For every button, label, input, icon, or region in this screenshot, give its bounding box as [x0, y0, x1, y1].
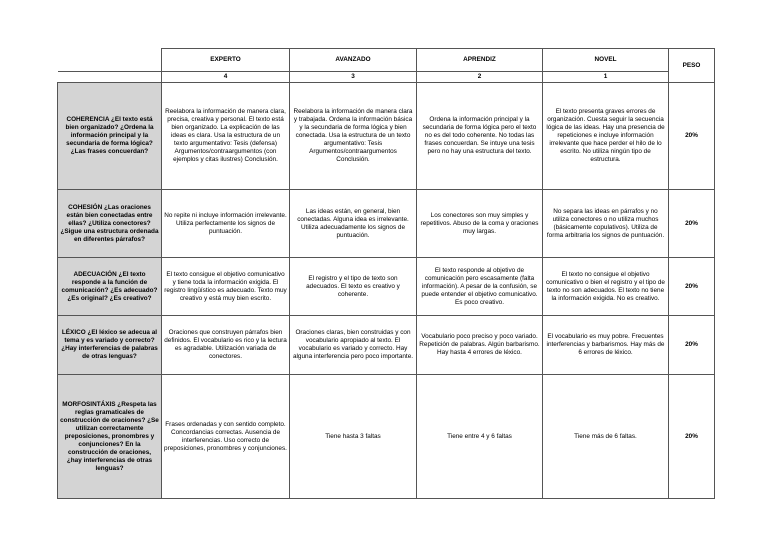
descriptor-cell: Tiene más de 6 faltas.: [543, 375, 669, 499]
level-header-novel: NOVEL: [543, 49, 669, 72]
weight-cell: 20%: [669, 375, 715, 499]
corner-cell: [58, 49, 162, 72]
table-row: [58, 316, 715, 375]
descriptor-cell: El registro y el tipo de texto son adecuados. El texto es creativo y coherente.: [290, 258, 417, 316]
descriptor-cell: El texto consigue el objetivo comunicativo y tiene toda la información exigida. El registro lingüístico es adecuado. Texto muy creativo y está muy bien escrito.: [162, 258, 290, 316]
weight-cell: 20%: [669, 258, 715, 316]
descriptor-cell: Reelabora la información de manera clara y trabajada. Ordena la información básica y la secundaria de forma lógica y bien conectada. Usa la estructura de un texto argumentativo: Tesis Argumentos/contraargumentos Conclusión.: [290, 83, 417, 190]
criterion-adecuacion: ADECUACIÓN ¿El texto responde a la función de comunicación? ¿Es adecuado? ¿Es original? ¿Es creativo?: [58, 258, 162, 316]
corner-cell-2: [58, 72, 162, 83]
weight-cell: 20%: [669, 190, 715, 258]
weight-cell: 20%: [669, 83, 715, 190]
level-points: 1: [543, 72, 669, 83]
rubric-table: [57, 48, 715, 499]
descriptor-cell: No separa las ideas en párrafos y no utiliza conectores o no utiliza muchos (básicamente copulativos). Utiliza de forma arbitraria los signos de puntuación.: [543, 190, 669, 258]
descriptor-cell: Oraciones que construyen párrafos bien definidos. El vocabulario es rico y la lectura es agradable. Utilización variada de conectores.: [162, 316, 290, 375]
descriptor-cell: El vocabulario es muy pobre. Frecuentes interferencias y barbarismos. Hay más de 6 errores de léxico.: [543, 316, 669, 375]
level-points: 2: [417, 72, 543, 83]
criterion-coherencia: COHERENCIA ¿El texto está bien organizado? ¿Ordena la información principal y la secundaria de forma lógica? ¿Las frases concuerdan?: [58, 83, 162, 190]
level-points: 3: [290, 72, 417, 83]
descriptor-cell: El texto presenta graves errores de organización. Cuesta seguir la secuencia lógica de las ideas. Hay una presencia de repeticiones e incluye información irrelevante que hace perder el hilo de lo escrito. No utiliza ningún tipo de estructura.: [543, 83, 669, 190]
descriptor-cell: Las ideas están, en general, bien conectadas. Alguna idea es irrelevante. Utiliza adecuadamente los signos de puntuación.: [290, 190, 417, 258]
descriptor-cell: Reelabora la información de manera clara, precisa, creativa y personal. El texto está bien organizado. La explicación de las ideas es clara. Usa la estructura de un texto argumentativo: Tesis (defensa) Argumentos/contraargumentos (con ejemplos y citas ilustres) Conclusión.: [162, 83, 290, 190]
weight-cell: 20%: [669, 316, 715, 375]
descriptor-cell: Frases ordenadas y con sentido completo. Concordancias correctas. Ausencia de interferencias. Uso correcto de preposiciones, pronombres y conjunciones.: [162, 375, 290, 499]
descriptor-cell: El texto responde al objetivo de comunicación pero escasamente (falta información). A pesar de la confusión, se puede entender el objetivo comunicativo. Es poco creativo.: [417, 258, 543, 316]
level-header-aprendiz: APRENDIZ: [417, 49, 543, 72]
table-row: [58, 190, 715, 258]
criterion-lexico: LÉXICO ¿El léxico se adecua al tema y es variado y correcto? ¿Hay interferencias de palabras de otras lenguas?: [58, 316, 162, 375]
level-header-experto: EXPERTO: [162, 49, 290, 72]
descriptor-cell: Ordena la información principal y la secundaria de forma lógica pero el texto no es del todo coherente. No todas las frases concuerdan. Se intuye una tesis pero no hay una estructura del texto.: [417, 83, 543, 190]
descriptor-cell: Oraciones claras, bien construidas y con vocabulario apropiado al texto. El vocabulario es variado y correcto. Hay alguna interferencia pero poco importante.: [290, 316, 417, 375]
level-header-avanzado: AVANZADO: [290, 49, 417, 72]
descriptor-cell: Tiene hasta 3 faltas: [290, 375, 417, 499]
descriptor-cell: El texto no consigue el objetivo comunicativo o bien el registro y el tipo de texto no son adecuados. El texto no tiene la información exigida. No es creativo.: [543, 258, 669, 316]
descriptor-cell: Tiene entre 4 y 6 faltas: [417, 375, 543, 499]
descriptor-cell: Vocabulario poco preciso y poco variado. Repetición de palabras. Algún barbarismo. Hay hasta 4 errores de léxico.: [417, 316, 543, 375]
criterion-cohesion: COHESIÓN ¿Las oraciones están bien conectadas entre ellas? ¿Utiliza conectores? ¿Sigue una estructura ordenada en diferentes párrafos?: [58, 190, 162, 258]
level-points: 4: [162, 72, 290, 83]
criterion-morfosintaxis: MORFOSINTÁXIS ¿Respeta las reglas gramaticales de construcción de oraciones? ¿Se utilizan correctamente preposiciones, pronombres y conjunciones? En la construcción de oraciones, ¿hay interferencias de otras lenguas?: [58, 375, 162, 499]
weight-header: PESO: [669, 49, 715, 83]
table-row: [58, 375, 715, 499]
descriptor-cell: Los conectores son muy simples y repetitivos. Abuso de la coma y oraciones muy largas.: [417, 190, 543, 258]
table-row: [58, 83, 715, 190]
descriptor-cell: No repite ni incluye información irrelevante. Utiliza perfectamente los signos de puntuación.: [162, 190, 290, 258]
table-row: [58, 258, 715, 316]
